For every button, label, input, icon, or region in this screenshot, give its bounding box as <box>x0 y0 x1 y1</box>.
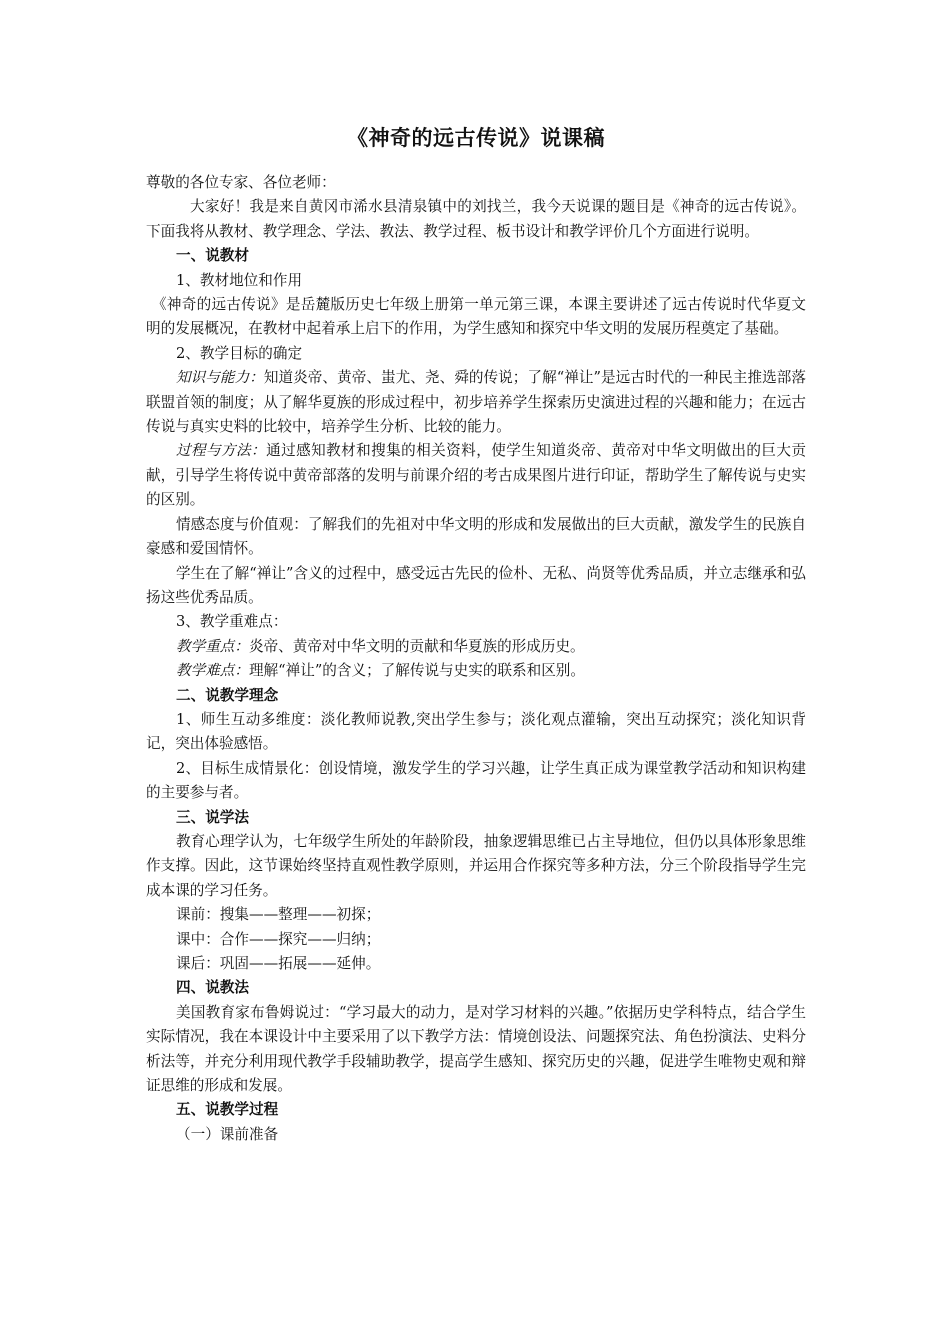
intro-paragraph: 大家好！我是来自黄冈市浠水县清泉镇中的刘找兰，我今天说课的题目是《神奇的远古传说》。下面我将从教材、教学理念、学法、教法、教学过程、板书设计和教学评价几个方面进行说明。 <box>146 198 806 240</box>
teaching-paragraph: 美国教育家布鲁姆说过：“学习最大的动力，是对学习材料的兴趣。”依据历史学科特点，结合学生实际情况，我在本课设计中主要采用了以下教学方法：情境创设法、问题探究法、角色扮演法、史料分析法等，并充分利用现代教学手段辅助教学，提高学生感知、探究历史的兴趣，促进学生唯物史观和辩证思维的形成和发展。 <box>146 1003 806 1095</box>
difficult-point-label: 教学难点： <box>176 662 249 680</box>
section-heading-philosophy: 二、说教学理念 <box>176 686 279 704</box>
goal-process <box>146 439 806 512</box>
goal-knowledge <box>146 366 806 439</box>
key-point-label: 教学重点： <box>176 637 249 655</box>
greeting: 尊敬的各位专家、各位老师： <box>146 174 336 191</box>
philosophy-item-1: 1、师生互动多维度：淡化教师说教,突出学生参与；淡化观点灌输，突出互动探究；淡化知识背记，突出体验感悟。 <box>146 710 806 753</box>
goal-attitude <box>146 513 806 562</box>
learning-stage-during: 课中：合作——探究——归纳； <box>176 930 381 948</box>
page-title: 《神奇的远古传说》说课稿 <box>347 126 605 150</box>
subheading-key-points: 3、教学重难点： <box>176 613 288 631</box>
subheading-position: 1、教材地位和作用 <box>176 271 303 289</box>
goal-process-label: 过程与方法： <box>176 442 267 460</box>
section-heading-textbook: 一、说教材 <box>176 247 249 265</box>
section-heading-teaching: 四、说教法 <box>176 979 249 997</box>
learning-stage-before: 课前：搜集——整理——初探； <box>176 906 381 924</box>
philosophy-item-2: 2、目标生成情景化：创设情境，激发学生的学习兴趣，让学生真正成为课堂教学活动和知识构建的主要参与者。 <box>146 759 806 802</box>
goal-knowledge-text: 知道炎帝、黄帝、蚩尤、尧、舜的传说；了解“禅让”是远古时代的一种民主推选部落联盟首领的制度；从了解华夏族的形成过程中，初步培养学生探索历史演进过程的兴趣和能力；在远古传说与真实史料的比较中，培养学生分析、比较的能力。 <box>146 369 806 436</box>
learning-paragraph: 教育心理学认为，七年级学生所处的年龄阶段，抽象逻辑思维已占主导地位，但仍以具体形象思维作支撑。因此，这节课始终坚持直观性教学原则，并运用合作探究等多种方法，分三个阶段指导学生完成本课的学习任务。 <box>146 832 806 899</box>
section-heading-process: 五、说教学过程 <box>176 1101 279 1119</box>
key-point-text: 炎帝、黄帝对中华文明的贡献和华夏族的形成历史。 <box>248 637 585 655</box>
goal-process-text: 通过感知教材和搜集的相关资料，使学生知道炎帝、黄帝对中华文明做出的巨大贡献，引导学生将传说中黄帝部落的发明与前课介绍的考古成果图片进行印证，帮助学生了解传说与史实的区别。 <box>146 442 806 509</box>
goal-attitude-label: 情感态度与价值观： <box>176 515 308 533</box>
subheading-preparation: （一）课前准备 <box>176 1125 279 1143</box>
goal-knowledge-label: 知识与能力： <box>176 369 264 387</box>
key-point <box>146 635 806 659</box>
goal-attitude-text: 了解我们的先祖对中华文明的形成和发展做出的巨大贡献，激发学生的民族自豪感和爱国情怀。 <box>146 515 806 558</box>
goal-attitude-extra: 学生在了解“禅让”含义的过程中，感受远古先民的俭朴、无私、尚贤等优秀品质，并立志继承和弘扬这些优秀品质。 <box>146 564 806 606</box>
difficult-point <box>146 659 806 683</box>
document-body <box>146 119 806 1147</box>
learning-stage-after: 课后：巩固——拓展——延伸。 <box>176 955 381 972</box>
difficult-point-text: 理解“禅让”的含义；了解传说与史实的联系和区别。 <box>248 662 585 680</box>
subheading-goals: 2、教学目标的确定 <box>176 344 303 362</box>
section-heading-learning: 三、说学法 <box>176 808 249 826</box>
paragraph-position: 《神奇的远古传说》是岳麓版历史七年级上册第一单元第三课，本课主要讲述了远古传说时代华夏文明的发展概况，在教材中起着承上启下的作用，为学生感知和探究中华文明的发展历程奠定了基础。 <box>146 296 806 338</box>
